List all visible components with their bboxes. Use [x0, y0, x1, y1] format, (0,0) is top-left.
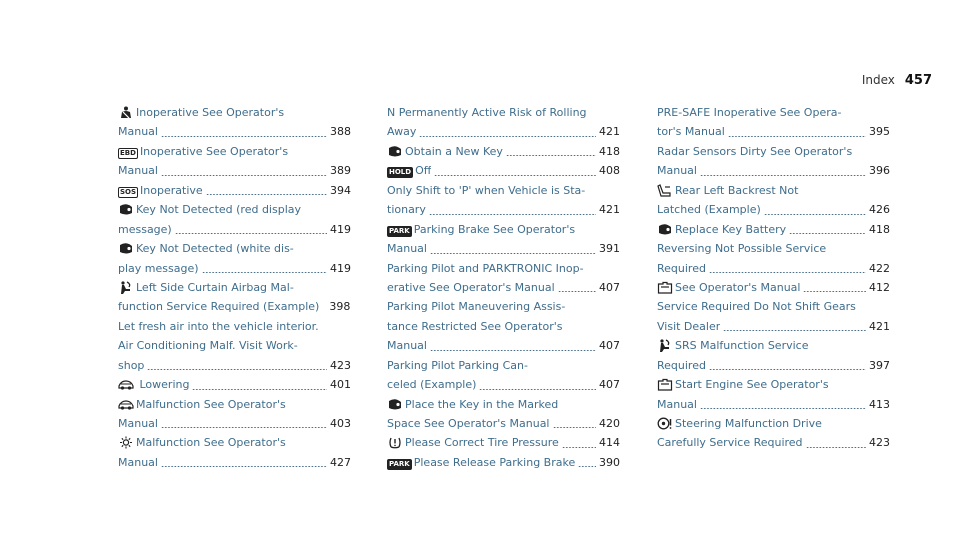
entry-label: Required [657, 261, 706, 275]
entry-label: Manual [387, 339, 427, 353]
entry-text [118, 281, 294, 294]
page-reference: 407 [599, 280, 620, 294]
entry-label: SRS Malfunction Service [675, 339, 809, 353]
page-reference: 418 [599, 144, 620, 158]
entry-label: Key Not Detected (red display [136, 203, 302, 217]
index-label: Index [861, 73, 895, 87]
entry-text [657, 145, 852, 158]
entry-text [118, 356, 144, 375]
index-entry-line [657, 220, 890, 239]
entry-label: shop [118, 358, 145, 372]
index-entry-line [657, 278, 890, 297]
entry-text [657, 395, 697, 414]
page-reference: 412 [869, 280, 890, 294]
entry-text [657, 122, 725, 141]
entry-label: Place the Key in the Marked [405, 397, 559, 411]
index-entry-line [118, 395, 351, 414]
page-header [862, 73, 932, 88]
entry-label: Parking Pilot Maneuvering Assis- [387, 300, 566, 314]
index-entry-line [387, 259, 620, 278]
dot-leader [419, 136, 596, 137]
entry-label: Parking Brake See Operator's [413, 222, 576, 236]
dot-leader [430, 350, 596, 351]
entry-label: Latched (Example) [657, 203, 761, 217]
entry-label: Manual [118, 164, 158, 178]
key-icon [387, 145, 403, 158]
index-entry-line [657, 395, 890, 414]
entry-label: Manual [657, 164, 697, 178]
dot-leader [700, 408, 866, 409]
entry-text [657, 184, 798, 197]
index-entry-line [387, 433, 620, 452]
entry-text [387, 336, 427, 355]
engine-icon [657, 378, 673, 391]
entry-label: erative See Operator's Manual [387, 280, 555, 294]
index-entry-line [118, 181, 351, 200]
key-icon [118, 203, 134, 216]
park-icon: PARK [389, 459, 410, 468]
dot-leader [202, 272, 327, 273]
dot-leader [147, 369, 327, 370]
entry-text [387, 300, 565, 313]
entry-text [118, 181, 203, 200]
entry-label: Inoperative See Operator's [136, 106, 285, 119]
index-entry-line [118, 259, 351, 278]
index-entry-line [657, 414, 890, 433]
entry-text [657, 278, 800, 297]
entry-text [118, 398, 286, 411]
page-reference: 388 [330, 125, 351, 139]
index-entry-line [118, 161, 351, 180]
key-icon [657, 223, 673, 236]
entry-label: Inoperative See Operator's [139, 144, 289, 158]
dot-leader [764, 214, 866, 215]
dot-leader [206, 194, 327, 195]
entry-text [118, 259, 199, 278]
entry-label: Radar Sensors Dirty See Operator's [657, 144, 853, 158]
dot-leader [429, 214, 596, 215]
entry-text [118, 453, 158, 472]
entry-label: N Permanently Active Risk of Rolling [387, 106, 587, 119]
entry-label: tionary [387, 203, 426, 217]
dot-leader [479, 389, 596, 390]
page-reference: 420 [599, 417, 620, 430]
dot-leader [578, 466, 596, 467]
dot-leader [806, 447, 866, 448]
entry-label: Required [657, 358, 706, 372]
page-reference: 403 [330, 417, 351, 430]
entry-label: Only Shift to 'P' when Vehicle is Sta- [387, 183, 586, 197]
dot-leader [192, 389, 327, 390]
dot-leader [553, 427, 597, 428]
index-entry-line [387, 122, 620, 141]
entry-text [118, 220, 172, 239]
entry-text [387, 375, 476, 394]
entry-label: Space See Operator's Manual [387, 417, 550, 430]
page-reference: 421 [599, 203, 620, 217]
index-entry-line [387, 103, 620, 122]
entry-text [387, 398, 558, 411]
dot-leader [430, 253, 596, 254]
entry-label: Manual [387, 242, 427, 256]
entry-label: Carefully Service Required [657, 436, 803, 450]
index-entry-line [657, 103, 890, 122]
index-entry-line [118, 297, 351, 316]
ebd-icon: EBD [120, 148, 136, 157]
entry-text [118, 106, 284, 119]
entry-text [387, 239, 427, 258]
entry-label: Rear Left Backrest Not [675, 183, 799, 197]
index-entry-line [118, 317, 351, 336]
page-reference: 419 [330, 222, 351, 236]
index-entry-line [387, 297, 620, 316]
entry-label: Malfunction See Operator's [136, 436, 286, 450]
entry-label: tance Restricted See Operator's [387, 319, 563, 333]
index-entry-line [657, 356, 890, 375]
page-reference: 389 [330, 164, 351, 178]
page-reference: 427 [330, 455, 351, 469]
dot-leader [161, 427, 327, 428]
entry-label: tor's Manual [657, 125, 725, 139]
index-entry-line [118, 433, 351, 452]
entry-label: Lowering [136, 378, 190, 392]
entry-label: Please Release Parking Brake [413, 455, 576, 469]
entry-label: PRE-SAFE Inoperative See Opera- [657, 106, 842, 119]
entry-text [118, 320, 319, 333]
page-reference: 423 [330, 358, 351, 372]
dot-leader [161, 466, 327, 467]
index-entry-line [118, 142, 351, 161]
entry-text [118, 203, 301, 216]
entry-text [657, 220, 786, 239]
park-icon: PARK [389, 226, 410, 235]
engine-icon [657, 281, 673, 294]
page-reference: 394 [330, 183, 351, 197]
page-reference: 408 [599, 164, 620, 178]
index-entry-line [657, 336, 890, 355]
index-entry-line [387, 317, 620, 336]
index-entry-line [118, 103, 351, 122]
entry-label: Key Not Detected (white dis- [136, 242, 294, 256]
entry-text [387, 262, 584, 275]
page-reference: 407 [599, 339, 620, 353]
page-reference: 426 [869, 203, 890, 217]
entry-label: celed (Example) [387, 378, 477, 392]
entry-text [657, 300, 856, 313]
seat-backrest-icon [657, 184, 673, 197]
sos-icon: SOS [120, 187, 137, 196]
steering-icon [657, 417, 673, 430]
entry-text [387, 414, 550, 433]
index-column-2 [387, 103, 620, 472]
entry-text [118, 145, 288, 158]
dot-leader [803, 291, 866, 292]
index-entry-line [118, 453, 351, 472]
page-reference: 390 [599, 455, 620, 469]
entry-text [387, 106, 587, 119]
entry-text [387, 161, 431, 180]
entry-label: play message) [118, 261, 199, 275]
index-entry-line [657, 375, 890, 394]
page-reference: 401 [330, 378, 351, 392]
entry-label: Manual [118, 455, 158, 469]
entry-label: Service Required Do Not Shift Gears [657, 300, 856, 314]
page-reference: 397 [869, 358, 890, 372]
index-entry-line [657, 259, 890, 278]
page-reference: 419 [330, 261, 351, 275]
entry-label: Parking Pilot Parking Can- [387, 358, 528, 372]
page-reference: 407 [599, 378, 620, 392]
index-entry-line [387, 278, 620, 297]
tire-pressure-icon [387, 436, 403, 449]
index-entry-line [387, 200, 620, 219]
dot-leader [434, 175, 596, 176]
entry-label: Steering Malfunction Drive [675, 417, 822, 430]
entry-label: Left Side Curtain Airbag Mal- [136, 280, 294, 294]
entry-text [387, 122, 416, 141]
index-entry-line [387, 142, 620, 161]
index-entry-line [387, 453, 620, 472]
dot-leader [161, 136, 327, 137]
dot-leader [506, 155, 596, 156]
entry-text [387, 142, 503, 161]
index-entry-line [118, 375, 351, 394]
entry-label: Air Conditioning Malf. Visit Work- [118, 339, 298, 353]
entry-text [387, 359, 528, 372]
entry-text [657, 200, 761, 219]
index-entry-line [387, 414, 620, 433]
entry-text [657, 356, 706, 375]
entry-label: Manual [118, 417, 158, 430]
page-reference: 413 [869, 397, 890, 411]
page-reference: 418 [869, 222, 890, 236]
index-entry-line [657, 161, 890, 180]
airbag-icon [118, 281, 134, 294]
entry-text [387, 200, 426, 219]
entry-label: function Service Required (Example) [118, 300, 320, 314]
index-entry-line [118, 200, 351, 219]
entry-text [387, 278, 555, 297]
page-reference: 421 [599, 125, 620, 139]
entry-text [118, 414, 158, 433]
index-column-1 [118, 103, 351, 472]
entry-text [657, 242, 826, 255]
index-entry-line [657, 433, 890, 452]
dot-leader [709, 272, 866, 273]
entry-text [657, 417, 822, 430]
index-entry-line [118, 122, 351, 141]
entry-text [118, 122, 158, 141]
entry-text [387, 184, 585, 197]
page-reference: 391 [599, 242, 620, 256]
index-column-3 [657, 103, 890, 453]
entry-label: Malfunction See Operator's [136, 397, 286, 411]
index-entry-line [118, 414, 351, 433]
page-reference: 423 [869, 436, 890, 450]
entry-label: Please Correct Tire Pressure [405, 436, 559, 450]
index-entry-line [657, 181, 890, 200]
entry-text [387, 223, 575, 236]
page-reference: 421 [869, 319, 890, 333]
entry-text [118, 297, 319, 316]
entry-label: Manual [657, 397, 697, 411]
entry-label: See Operator's Manual [675, 280, 801, 294]
index-entry-line [118, 356, 351, 375]
index-entry-line [657, 297, 890, 316]
dot-leader [728, 136, 866, 137]
index-entry-line [657, 142, 890, 161]
entry-label: message) [118, 222, 172, 236]
entry-text [387, 320, 563, 333]
entry-text [657, 106, 841, 119]
index-entry-line [387, 336, 620, 355]
entry-text [657, 433, 803, 452]
dot-leader [709, 369, 866, 370]
entry-label: Inoperative [140, 183, 203, 197]
entry-label: Reversing Not Possible Service [657, 242, 827, 256]
index-entry-line [387, 239, 620, 258]
index-entry-line [657, 239, 890, 258]
entry-text [118, 436, 286, 449]
entry-text [118, 242, 294, 255]
entry-label: Let fresh air into the vehicle interior. [118, 319, 319, 333]
entry-text [387, 453, 575, 472]
entry-text [387, 433, 559, 452]
entry-text [657, 339, 808, 352]
entry-label: Obtain a New Key [405, 144, 503, 158]
page-reference: 422 [869, 261, 890, 275]
dot-leader [175, 233, 327, 234]
entry-label: Replace Key Battery [675, 222, 787, 236]
index-entry-line [657, 122, 890, 141]
entry-text [657, 378, 829, 391]
entry-label: Visit Dealer [657, 319, 721, 333]
seatbelt-icon [118, 106, 134, 119]
dot-leader [700, 175, 866, 176]
dot-leader [161, 175, 327, 176]
entry-text [657, 161, 697, 180]
page-reference: 395 [869, 125, 890, 139]
suspension-icon [118, 378, 134, 391]
entry-label: Off [415, 164, 432, 178]
entry-text [657, 259, 706, 278]
entry-text [118, 339, 298, 352]
entry-label: Manual [118, 125, 158, 139]
dot-leader [562, 447, 596, 448]
entry-label: Start Engine See Operator's [675, 378, 829, 392]
entry-text [118, 375, 189, 394]
dot-leader [789, 233, 866, 234]
airbag-icon [657, 339, 673, 352]
index-entry-line [387, 161, 620, 180]
hold-icon: HOLD [389, 168, 412, 177]
entry-label: Parking Pilot and PARKTRONIC Inop- [387, 261, 584, 275]
index-entry-line [387, 375, 620, 394]
index-entry-line [387, 395, 620, 414]
dot-leader [723, 330, 866, 331]
page-reference: 398 [329, 300, 351, 314]
key-icon [118, 242, 134, 255]
key-icon [387, 398, 403, 411]
dot-leader [322, 311, 326, 312]
index-entry-line [657, 200, 890, 219]
entry-label: Away [387, 125, 417, 139]
index-entry-line [657, 317, 890, 336]
index-entry-line [118, 239, 351, 258]
page-number: 457 [904, 73, 932, 88]
index-entry-line [118, 336, 351, 355]
dot-leader [558, 291, 596, 292]
index-entry-line [387, 220, 620, 239]
index-entry-line [387, 181, 620, 200]
index-entry-line [387, 356, 620, 375]
entry-text [118, 161, 158, 180]
light-icon [118, 436, 134, 449]
index-entry-line [118, 220, 351, 239]
suspension-icon [118, 398, 134, 411]
entry-text [657, 317, 720, 336]
page-reference: 396 [869, 164, 890, 178]
index-entry-line [118, 278, 351, 297]
page-reference: 414 [599, 436, 620, 450]
